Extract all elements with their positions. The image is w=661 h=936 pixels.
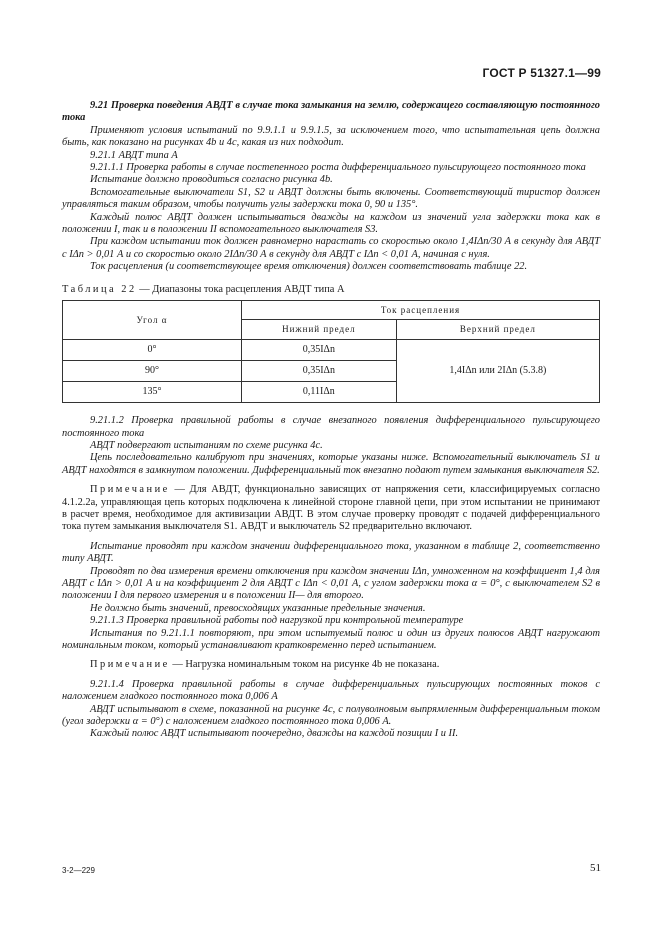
- subsection-heading: 9.21.1.4 Проверка правильной работы в случае дифференциальных пульсирующих постоянных токов с наложением гладкого постоянного тока 0,006 А: [62, 678, 600, 703]
- cell-lower: 0,35IΔn: [242, 361, 397, 382]
- paragraph: Не должно быть значений, превосходящих указанные предельные значения.: [90, 602, 426, 614]
- document-body: [62, 100, 600, 741]
- paragraph: Ток расцепления (и соответствующее время отключения) должен соответствовать таблице 22.: [90, 261, 528, 273]
- print-code: 3-2—229: [62, 866, 95, 875]
- cell-angle: 90°: [63, 361, 242, 382]
- paragraph: Испытания по 9.21.1.1 повторяют, при этом испытуемый полюс и один из других полюсов АВДТ нагружают номинальным током, который устанавливают кратковременно перед испытанием.: [62, 627, 600, 651]
- paragraph: Испытание проводят при каждом значении дифференциального тока, указанном в таблице 2, соответственно типу АВДТ.: [62, 540, 600, 565]
- cell-lower: 0,35IΔn: [242, 340, 397, 361]
- subsection-heading: 9.21.1 АВДТ типа А: [90, 149, 178, 161]
- paragraph: АВДТ испытывают в схеме, показанной на рисунке 4c, с полуволновым выпрямленным дифференциальным током (угол задержки α = 0°) с наложением гладкого постоянного тока 0,006 А.: [62, 703, 600, 728]
- col-header-lower: Нижний предел: [242, 320, 397, 340]
- cell-angle: 0°: [63, 340, 242, 361]
- page-number: 51: [590, 862, 601, 874]
- paragraph: Каждый полюс АВДТ должен испытываться дважды на каждом из значений угла задержки тока как в положении I, так и в положении II вспомогательного выключателя S3.: [62, 211, 600, 236]
- section-title: 9.21 Проверка поведения АВДТ в случае тока замыкания на землю, содержащего составляющую постоянного тока: [62, 100, 600, 124]
- paragraph: При каждом испытании ток должен равномерно нарастать со скоростью около 1,4IΔn/30 А в секунду для АВДТ с IΔn > 0,01 А и со скоростью около 2IΔn/30 А в секунду для АВДТ с IΔn < 0,01 А, начиная с нуля.: [62, 236, 600, 260]
- paragraph: Каждый полюс АВДТ испытывают поочередно, дважды на каждой позиции I и II.: [90, 728, 459, 740]
- cell-upper-merged: 1,4IΔn или 2IΔn (5.3.8): [396, 340, 599, 403]
- cell-angle: 135°: [63, 382, 242, 403]
- paragraph: Применяют условия испытаний по 9.9.1.1 и 9.9.1.5, за исключением того, что испытательная цепь должна быть, как показано на рисунках 4b и 4c, какая из них подходит.: [62, 124, 600, 149]
- subsection-heading: 9.21.1.3 Проверка правильной работы под нагрузкой при контрольной температуре: [90, 615, 464, 627]
- note: [62, 659, 600, 671]
- paragraph: Вспомогательные выключатели S1, S2 и АВДТ должны быть включены. Соответствующий тиристор должен управляться таким образом, чтобы получить углы задержки тока 0, 90 и 135°.: [62, 186, 600, 211]
- note-label: Примечание: [90, 484, 170, 496]
- table-row: [63, 340, 600, 361]
- trip-current-table: [62, 300, 600, 403]
- paragraph: АВДТ подвергают испытаниям по схеме рисунка 4c.: [90, 439, 323, 451]
- subsection-heading: 9.21.1.1 Проверка работы в случае постепенного роста дифференциального пульсирующего постоянного тока: [90, 162, 586, 174]
- table-caption: [62, 284, 600, 296]
- paragraph: Испытание должно проводиться согласно рисунка 4b.: [90, 174, 333, 186]
- paragraph: Проводят по два измерения времени отключения при каждом значении IΔn, умноженном на коэффициент 1,4 для АВДТ с IΔn > 0,01 А и на коэффициент 2 для АВДТ с IΔn < 0,01 А, с углом задержки тока α = 0°, с выключателем S2 в положении I для первого измерения и в положении II— для второго.: [62, 565, 600, 602]
- col-header-trip-current: Ток расцепления: [242, 301, 600, 320]
- table-caption-text: — Диапазоны тока расцепления АВДТ типа А: [136, 283, 345, 295]
- doc-code-header: ГОСТ Р 51327.1—99: [482, 66, 601, 80]
- note-text: — Нагрузка номинальным током на рисунке 4b не показана.: [169, 659, 440, 671]
- table-caption-label: Таблица 22: [62, 283, 137, 295]
- subsection-heading: 9.21.1.2 Проверка правильной работы в случае внезапного появления дифференциального пульсирующего постоянного тока: [62, 415, 600, 439]
- paragraph: Цепь последовательно калибруют при значениях, которые указаны ниже. Вспомогательный выключатель S1 и АВДТ находятся в замкнутом положении. Дифференциальный ток внезапно подают путем замыкания выключателя S2.: [62, 452, 600, 476]
- cell-lower: 0,11IΔn: [242, 382, 397, 403]
- note-text: — Для АВДТ, функционально зависящих от напряжения сети, классифицируемых согласно 4.1.2.2а, управляющая цепь которых подключена к линейной стороне главной цепи, при этом испытании не принимают в расчет время, необходимое для активизации АВДТ. В этом случае проверку проводят с подачей дифференциального тока путем замыкания выключателя S1. АВДТ и выключатель S2 предварительно включают.: [62, 484, 600, 533]
- note: [62, 484, 600, 534]
- col-header-upper: Верхний предел: [396, 320, 599, 340]
- col-header-angle: Угол α: [63, 301, 242, 340]
- note-label: Примечание: [90, 659, 170, 671]
